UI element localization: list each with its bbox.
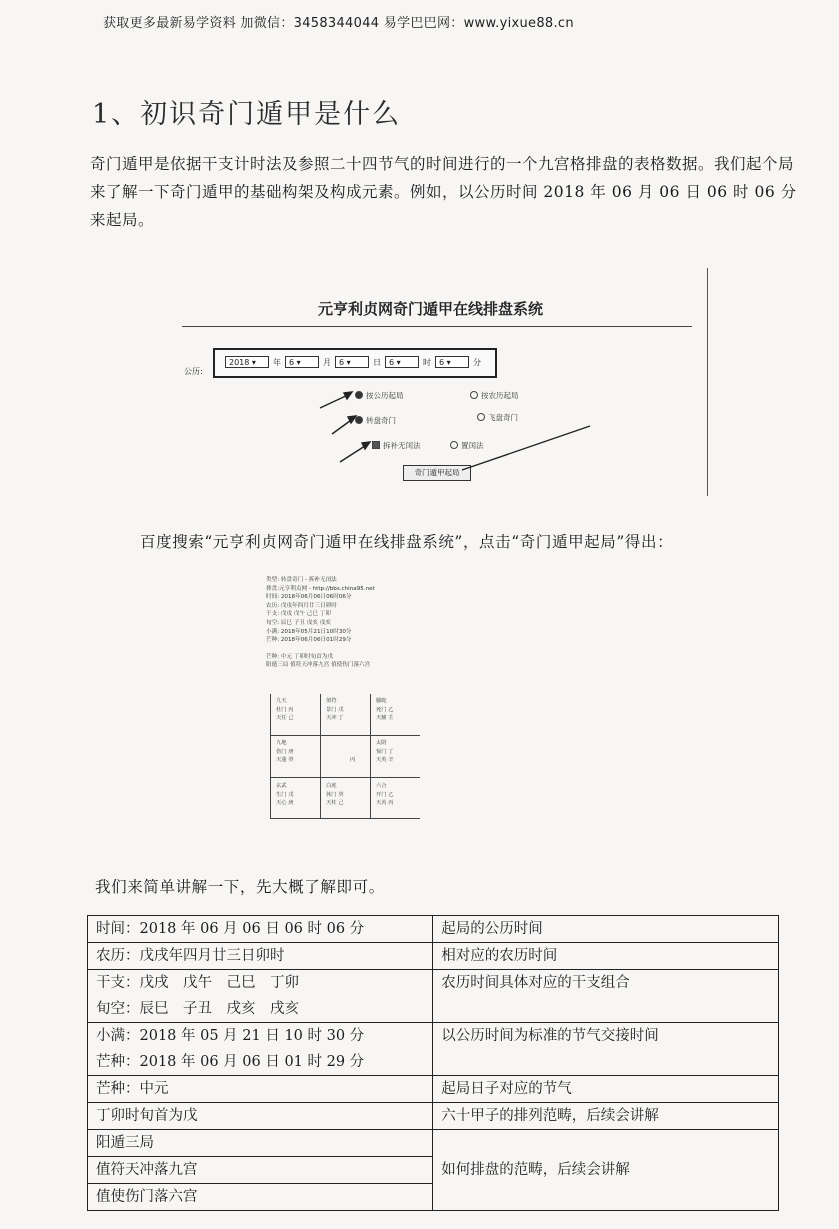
table-cell: 以公历时间为标准的节气交接时间 xyxy=(433,1023,779,1076)
grid-line xyxy=(270,694,271,819)
system-title: 元亨利贞网奇门遁甲在线排盘系统 xyxy=(318,300,544,318)
table-cell: 丁卯时旬首为戊 xyxy=(88,1103,433,1130)
lead-sentence: 我们来简单讲解一下，先大概了解即可。 xyxy=(95,878,385,896)
result-line: 时间: 2018年06月06日06时06分 xyxy=(266,594,352,601)
table-row xyxy=(88,970,779,1023)
hour-select[interactable]: 6 ▾ xyxy=(385,356,419,368)
result-line: 类型: 转盘奇门 - 拆补无闰法 xyxy=(266,577,337,583)
table-cell: 如何排盘的范畴，后续会讲解 xyxy=(433,1130,779,1211)
palace-cell: 白虎 休门 癸 天柱 己 xyxy=(326,783,344,806)
table-cell: 芒种：中元 xyxy=(88,1076,433,1103)
palace-cell: 螣蛇 死门 乙 天辅 壬 xyxy=(376,698,394,721)
grid-line xyxy=(270,777,420,778)
option-chaibu[interactable]: 拆补无闰法 xyxy=(372,440,421,451)
table-row xyxy=(88,943,779,970)
table-cell: 干支：戊戌 戊午 己巳 丁卯 旬空：辰巳 子丑 戌亥 戌亥 xyxy=(88,970,433,1023)
day-select[interactable]: 6 ▾ xyxy=(335,356,369,368)
table-cell: 起局日子对应的节气 xyxy=(433,1076,779,1103)
figure-caption: 百度搜索“元亨利贞网奇门遁甲在线排盘系统”，点击“奇门遁甲起局”得出： xyxy=(140,533,674,551)
table-cell: 时间：2018 年 06 月 06 日 06 时 06 分 xyxy=(88,916,433,943)
table-cell: 农历：戊戌年四月廿三日卯时 xyxy=(88,943,433,970)
result-line: 阳遁三局 值符天冲落九宫 值使伤门落六宫 xyxy=(266,662,371,669)
palace-cell: 丙 xyxy=(350,757,356,763)
result-line: 干支: 戊戌 戊午 己巳 丁卯 xyxy=(266,611,331,618)
grid-line xyxy=(270,735,420,736)
table-cell: 六十甲子的排列范畴，后续会讲解 xyxy=(433,1103,779,1130)
option-nongli[interactable]: 按农历起局 xyxy=(470,390,519,401)
intro-paragraph: 奇门遁甲是依据干支计时法及参照二十四节气的时间进行的一个九宫格排盘的表格数据。我们起个局来了解一下奇门遁甲的基础构架及构成元素。例如，以公历时间 2018 年 06 月 06 日 06 时 06 分来起局。 xyxy=(90,155,797,229)
result-line: 芒种: 中元 丁卯时旬首为戊 xyxy=(266,653,333,660)
result-line: 排盘:元亨利贞网 - http://bbs.china95.net xyxy=(266,585,375,592)
hour-unit: 时 xyxy=(423,358,431,367)
grid-line xyxy=(320,694,321,819)
option-feipan[interactable]: 飞盘奇门 xyxy=(477,412,518,423)
palace-cell: 六合 开门 乙 天芮 丙 xyxy=(376,783,394,806)
palace-cell: 值符 景门 戊 天冲 丁 xyxy=(326,698,344,721)
result-line: 芒种: 2018年06月06日01时29分 xyxy=(266,637,352,644)
year-select[interactable]: 2018 ▾ xyxy=(225,356,269,368)
table-row xyxy=(88,1130,779,1211)
start-qimen-button[interactable]: 奇门遁甲起局 xyxy=(403,465,471,481)
month-unit: 月 xyxy=(323,358,331,367)
table-row xyxy=(88,1023,779,1076)
explanation-table xyxy=(87,915,779,1211)
palace-cell: 玄武 生门 戊 天心 庚 xyxy=(276,783,294,806)
section-title: 1、初识奇门遁甲是什么 xyxy=(92,99,402,130)
table-cell: 起局的公历时间 xyxy=(433,916,779,943)
option-zhirun[interactable]: 置闰法 xyxy=(450,440,484,451)
minute-select[interactable]: 6 ▾ xyxy=(435,356,469,368)
day-unit: 日 xyxy=(373,358,381,367)
arrow-line-4 xyxy=(462,426,590,470)
result-line: 农历: 戊戌年四月廿三日卯时 xyxy=(266,602,337,609)
result-header-lines xyxy=(266,576,426,670)
result-line: 旬空: 辰巳 子丑 戌亥 戌亥 xyxy=(266,619,331,626)
qimen-system-screenshot xyxy=(180,268,715,500)
table-row xyxy=(88,916,779,943)
date-label: 公历: xyxy=(184,367,203,376)
result-line: 小满: 2018年05月21日10时30分 xyxy=(266,628,352,635)
grid-line xyxy=(370,694,371,819)
table-row xyxy=(88,1103,779,1130)
palace-cell: 九天 杜门 丙 天任 己 xyxy=(276,698,294,721)
table-cell: 相对应的农历时间 xyxy=(433,943,779,970)
option-zhuanpan[interactable]: 转盘奇门 xyxy=(355,415,396,426)
table-cell: 小满：2018 年 05 月 21 日 10 时 30 分 芒种：2018 年 06 月 06 日 01 时 29 分 xyxy=(88,1023,433,1076)
grid-line xyxy=(270,818,420,819)
nine-palace-grid xyxy=(270,694,420,819)
table-cell: 农历时间具体对应的干支组合 xyxy=(433,970,779,1023)
minute-unit: 分 xyxy=(473,358,481,367)
table-cell: 阳遁三局 值符天冲落九宫 值使伤门落六宫 xyxy=(88,1130,433,1211)
year-unit: 年 xyxy=(273,358,281,367)
page-header: 获取更多最新易学资料 加微信：3458344044 易学巴巴网：www.yixue88.cn xyxy=(103,16,574,31)
arrow-head-1 xyxy=(344,392,352,399)
qimen-result-screenshot xyxy=(266,576,426,826)
palace-cell: 九地 伤门 庚 天蓬 癸 xyxy=(276,740,294,763)
table-row xyxy=(88,1076,779,1103)
arrow-head-3 xyxy=(362,442,370,449)
palace-cell: 太阴 惊门 丁 天英 辛 xyxy=(376,740,394,763)
option-gongli[interactable]: 按公历起局 xyxy=(355,390,404,401)
month-select[interactable]: 6 ▾ xyxy=(285,356,319,368)
annotation-arrows xyxy=(180,268,715,500)
